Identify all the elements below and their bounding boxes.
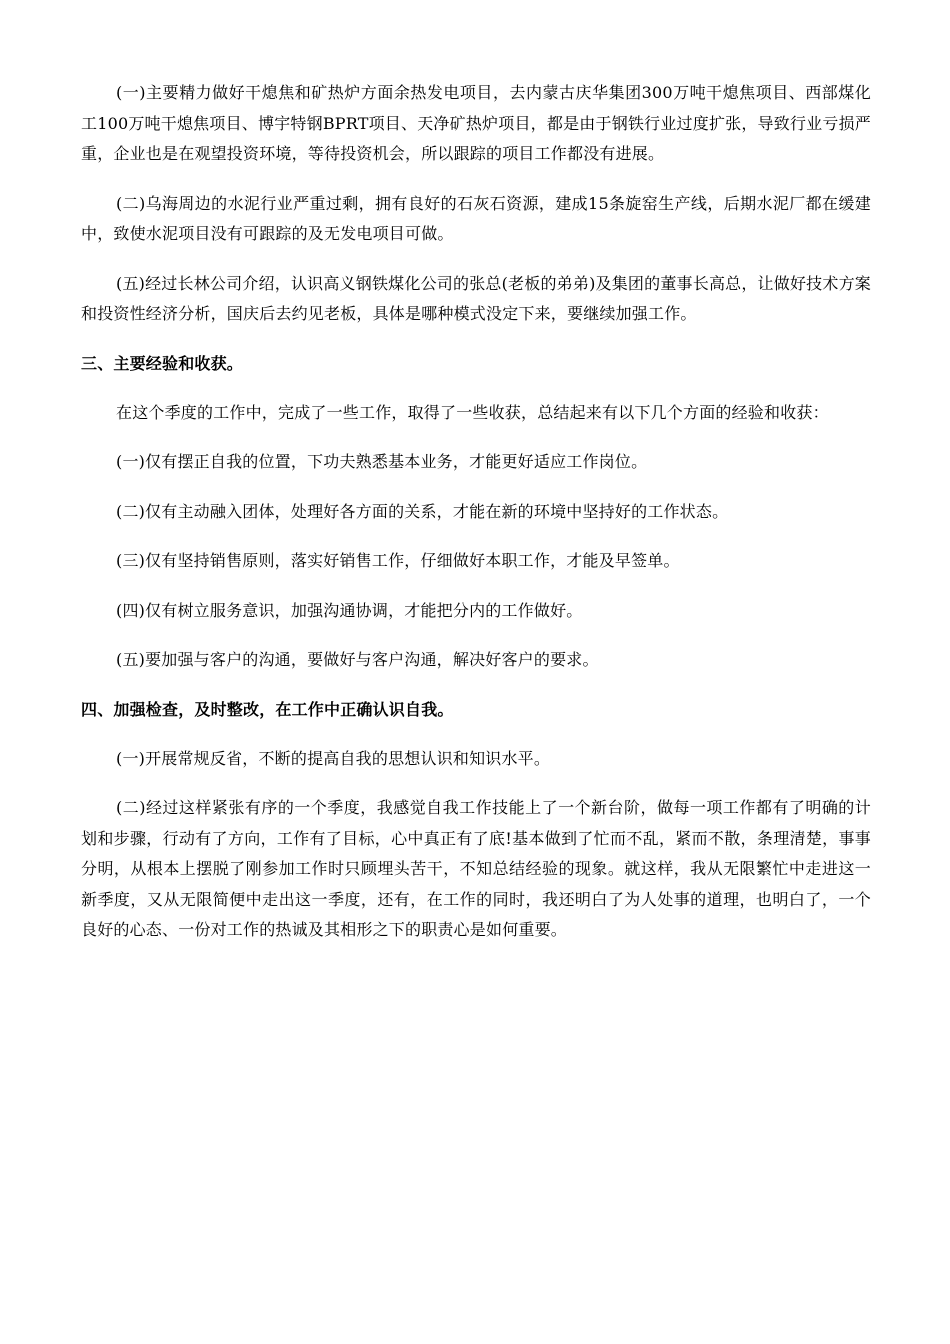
paragraph-project-tracking: (一)主要精力做好干熄焦和矿热炉方面余热发电项目，去内蒙古庆华集团300万吨干熄焦项目、西部煤化工100万吨干熄焦项目、博宇特钢BPRT项目、天净矿热炉项目，都是由于钢铁行业过度扩张，导致行业亏损严重，企业也是在观望投资环境，等待投资机会，所以跟踪的项目工作都没有进展。	[81, 83, 871, 163]
section-heading-inspection: 四、加强检查，及时整改，在工作中正确认识自我。	[81, 699, 454, 719]
list-item: (二)仅有主动融入团体，处理好各方面的关系，才能在新的环境中坚持好的工作状态。	[116, 501, 729, 521]
list-item: (二)经过这样紧张有序的一个季度，我感觉自我工作技能上了一个新台阶，做每一项工作都有了明确的计划和步骤，行动有了方向，工作有了目标，心中真正有了底!基本做到了忙而不乱，紧而不散，条理清楚，事事分明，从根本上摆脱了刚参加工作时只顾埋头苦干，不知总结经验的现象。就这样，我从无限繁忙中走进这一新季度，又从无限简便中走出这一季度，还有，在工作的同时，我还明白了为人处事的道理，也明白了，一个良好的心态、一份对工作的热诚及其相形之下的职责心是如何重要。	[81, 798, 871, 939]
paragraph-experience-intro: 在这个季度的工作中，完成了一些工作，取得了一些收获，总结起来有以下几个方面的经验和收获：	[116, 402, 829, 422]
document-page	[81, 78, 871, 965]
paragraph-gaoyi-steel: (五)经过长林公司介绍，认识高义钢铁煤化公司的张总(老板的弟弟)及集团的董事长高总，让做好技术方案和投资性经济分析，国庆后去约见老板，具体是哪种模式没定下来，要继续加强工作。	[81, 273, 871, 323]
list-item: (一)仅有摆正自我的位置，下功夫熟悉基本业务，才能更好适应工作岗位。	[116, 452, 648, 471]
paragraph-cement-industry: (二)乌海周边的水泥行业严重过剩，拥有良好的石灰石资源，建成15条旋窑生产线，后期水泥厂都在缓建中，致使水泥项目没有可跟踪的及无发电项目可做。	[81, 193, 871, 243]
list-item: (一)开展常规反省，不断的提高自我的思想认识和知识水平。	[116, 748, 551, 768]
list-item: (四)仅有树立服务意识，加强沟通协调，才能把分内的工作做好。	[116, 600, 583, 620]
list-item: (三)仅有坚持销售原则，落实好销售工作，仔细做好本职工作，才能及早签单。	[116, 551, 680, 570]
section-heading-experience: 三、主要经验和收获。	[81, 353, 244, 373]
list-item: (五)要加强与客户的沟通，要做好与客户沟通，解决好客户的要求。	[116, 650, 599, 669]
